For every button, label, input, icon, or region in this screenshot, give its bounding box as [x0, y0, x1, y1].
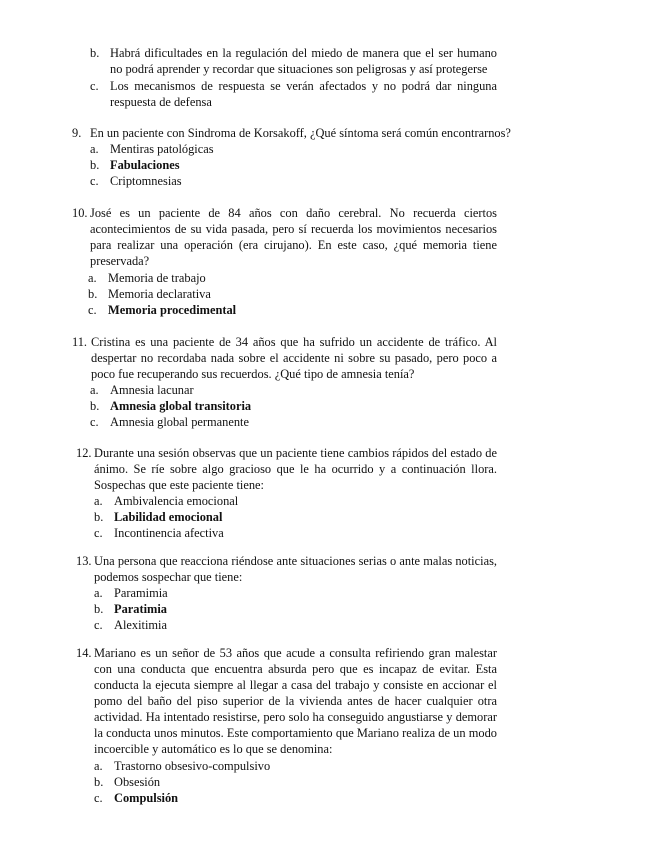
question-9-number: 9.	[72, 126, 82, 140]
question-14-option-a: a. Trastorno obsesivo-compulsivo	[94, 759, 271, 773]
question-13-option-c: c. Alexitimia	[94, 618, 167, 632]
question-11-option-a: a. Amnesia lacunar	[90, 383, 194, 397]
question-11-option-c: c. Amnesia global permanente	[90, 415, 250, 429]
question-13-option-a: a. Paramimia	[94, 586, 168, 600]
question-9-option-b: b. Fabulaciones	[90, 158, 180, 172]
question-11-option-b: b. Amnesia global transitoria	[90, 399, 252, 413]
question-12-option-b: b. Labilidad emocional	[94, 510, 223, 524]
question-11-text: Cristina es una paciente de 34 años que ha sufrido un accidente de tráfico. Al despertar no recordaba nada sobre el accidente ni sobre su pasado, pero poco a poco fue recuperando sus recuerdos. ¿Qué tipo de amnesia tenía?	[91, 335, 497, 381]
question-13-number: 13.	[76, 554, 92, 568]
question-12-option-c: c. Incontinencia afectiva	[94, 526, 224, 540]
prev-option-c-letter: c.	[90, 79, 99, 93]
question-13-text: Una persona que reacciona riéndose ante situaciones serias o ante malas noticias, podemos sospechar que tiene:	[94, 554, 497, 584]
question-12-number: 12.	[76, 446, 92, 460]
question-10-option-a: a. Memoria de trabajo	[88, 271, 206, 285]
question-10-option-c: c. Memoria procedimental	[88, 303, 237, 317]
question-10-text: José es un paciente de 84 años con daño cerebral. No recuerda ciertos acontecimientos de su vida pasada, pero sí recuerda los movimientos necesarios para realizar una operación (era cirujano). En este caso, ¿qué memoria tiene preservada?	[90, 206, 497, 268]
prev-option-b-letter: b.	[90, 46, 100, 60]
question-13-option-b: b. Paratimia	[94, 602, 167, 616]
question-9-option-a: a. Mentiras patológicas	[90, 142, 214, 156]
question-10-number: 10.	[72, 206, 88, 220]
question-9-text: En un paciente con Sindroma de Korsakoff, ¿Qué síntoma será común encontrarnos?	[90, 126, 511, 140]
question-11-number: 11.	[72, 335, 88, 349]
question-10-option-b: b. Memoria declarativa	[88, 287, 211, 301]
question-14-number: 14.	[76, 646, 92, 660]
prev-option-b-text: Habrá dificultades en la regulación del miedo de manera que el ser humano no podrá aprender y recordar que situaciones son peligrosas y así protegerse	[110, 46, 497, 76]
question-14-option-b: b. Obsesión	[94, 775, 161, 789]
prev-option-c-text: Los mecanismos de respuesta se verán afectados y no podrá dar ninguna respuesta de defensa	[110, 79, 497, 109]
question-12-text: Durante una sesión observas que un paciente tiene cambios rápidos del estado de ánimo. Se ríe sobre algo gracioso que le ha ocurrido y a continuación llora. Sospechas que este paciente tiene:	[94, 446, 497, 492]
question-12-option-a: a. Ambivalencia emocional	[94, 494, 239, 508]
question-14-option-c: c. Compulsión	[94, 791, 179, 805]
question-9-option-c: c. Criptomnesias	[90, 174, 182, 188]
question-14-text: Mariano es un señor de 53 años que acude a consulta refiriendo gran malestar con una conducta que encuentra absurda pero que es incapaz de evitar. Esta conducta la ejecuta siempre al llegar a casa del trabajo y consiste en accionar el pomo del baño del piso superior de la vivienda antes de hacer cualquier otra actividad. Ha intentado resistirse, pero solo ha conseguido angustiarse y demorar la conducta unos minutos. Este comportamiento que Mariano realiza de un modo incoercible y automático es lo que se denomina:	[94, 646, 497, 756]
